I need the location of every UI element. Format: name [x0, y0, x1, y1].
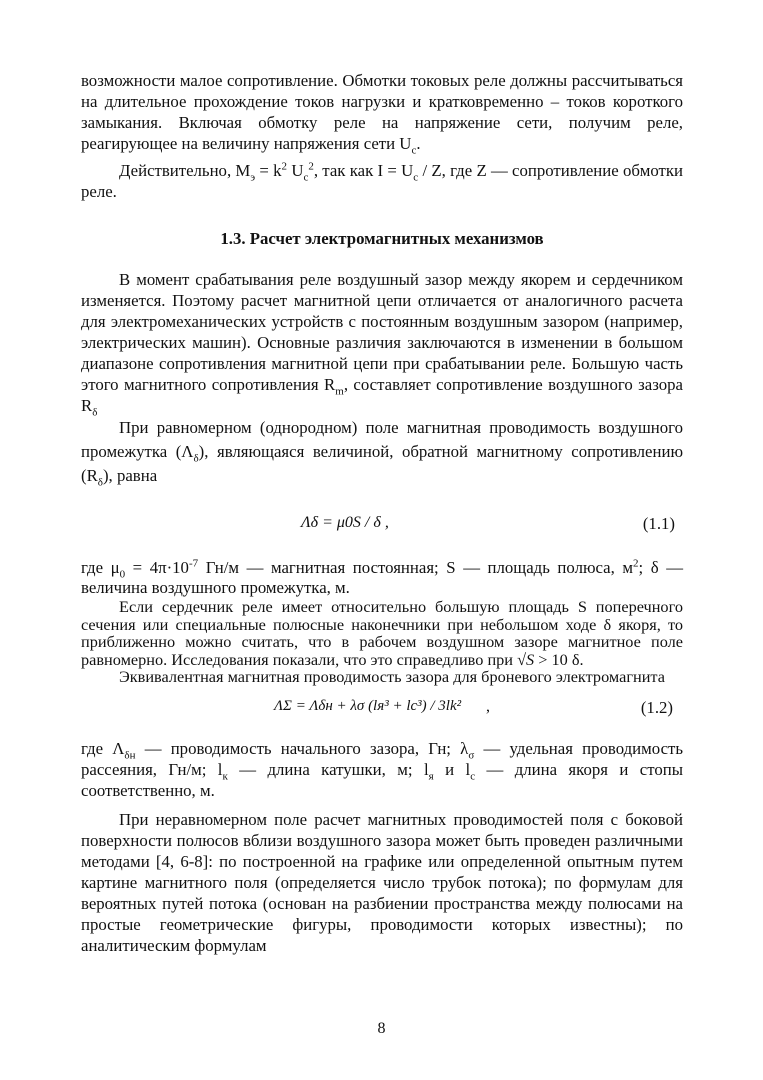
paragraph-9: При неравномерном поле расчет магнитных проводимостей поля с боковой поверхности полюсов вблизи воздушного зазора может быть проведен различными методами [4, 6-8]: по построенной на графике или определенной опытным путем картине магнитного поля (определяется число трубок потока); по формулам для вероятных путей потока (основан на разбиении пространства между полюсами на простые геометрические фигуры, проводимости которых известны); по аналитическим формулам [81, 809, 683, 955]
page-number: 8 [377, 1020, 386, 1037]
paragraph-8: где $\Lambda_{\delta н}$ — проводимость начального зазора, Гн; $\lambda_\sigma$ — удельная проводимость рассеяния, Гн/м; $l_к$ — длина катушки, м; $l_я$ и $l_с$ — длина якоря и стопы соответственно, м. [81, 738, 684, 800]
page-content [81, 70, 683, 956]
formula-1-number: (1.1) [642, 514, 675, 533]
paragraph-1: возможности малое сопротивление. Обмотки токовых реле должны рассчитываться на длительное прохождение токов нагрузки и кратковременно – токов короткого замыкания. Включая обмотку реле на напряжение сети, получим реле, реагирующее на величину напряжения сети $U_c$. [81, 71, 683, 157]
paragraph-7: Эквивалентная магнитная проводимость зазора для броневого электромагнита [119, 667, 665, 686]
formula-2-row [81, 692, 683, 728]
formula-1-row [81, 506, 683, 546]
formula-2: ΛΣ = Λδн + λσ (lя³ + lс³) / 3lk² [274, 697, 462, 714]
paragraph-5: где $\mu_0 = 4\pi\cdot 10^{-7}$ Гн/м — магнитная постоянная; S — площадь полюса, $м^2$; δ — величина воздушного промежутка, м. [81, 557, 683, 597]
paragraph-2: Действительно, $M_э = k^2$ $U_c^2$, так как $I = U_c / Z$, где Z — сопротивление обмотки реле. [81, 160, 683, 201]
paragraph-6: Если сердечник реле имеет относительно большую площадь S поперечного сечения или специальные полюсные наконечники при небольшом ходе δ якоря, то приближенно можно считать, что в рабочем воздушном зазоре магнитное поле равномерно. Исследования показали, что это справедливо при √S > 10 δ. [81, 597, 683, 669]
formula-1: Λδ = μ0S / δ , [301, 514, 389, 531]
formula-2-number: (1.2) [640, 697, 673, 717]
formula-2-comma: , [486, 697, 490, 715]
section-heading: 1.3. Расчет электромагнитных механизмов [220, 229, 544, 248]
tight-block [81, 558, 683, 686]
paragraph-4: При равномерном (однородном) поле магнитная проводимость воздушного промежутка $(\Lambda_\delta)$, являющаяся величиной, обратной магнитному сопротивлению $(R_\delta)$, равна [81, 418, 683, 489]
paragraph-3: В момент срабатывания реле воздушный зазор между якорем и сердечником изменяется. Поэтому расчет магнитной цепи отличается от аналогичного расчета для электромеханических устройств с постоянным воздушным зазором (например, электрических машин). Основные различия заключаются в изменении в большом диапазоне сопротивления магнитной цепи при срабатывании реле. Большую часть этого магнитного сопротивления $R_m$, составляет сопротивление воздушного зазора $R_\delta$ [81, 270, 683, 419]
sqrt-s: √S [517, 649, 535, 669]
